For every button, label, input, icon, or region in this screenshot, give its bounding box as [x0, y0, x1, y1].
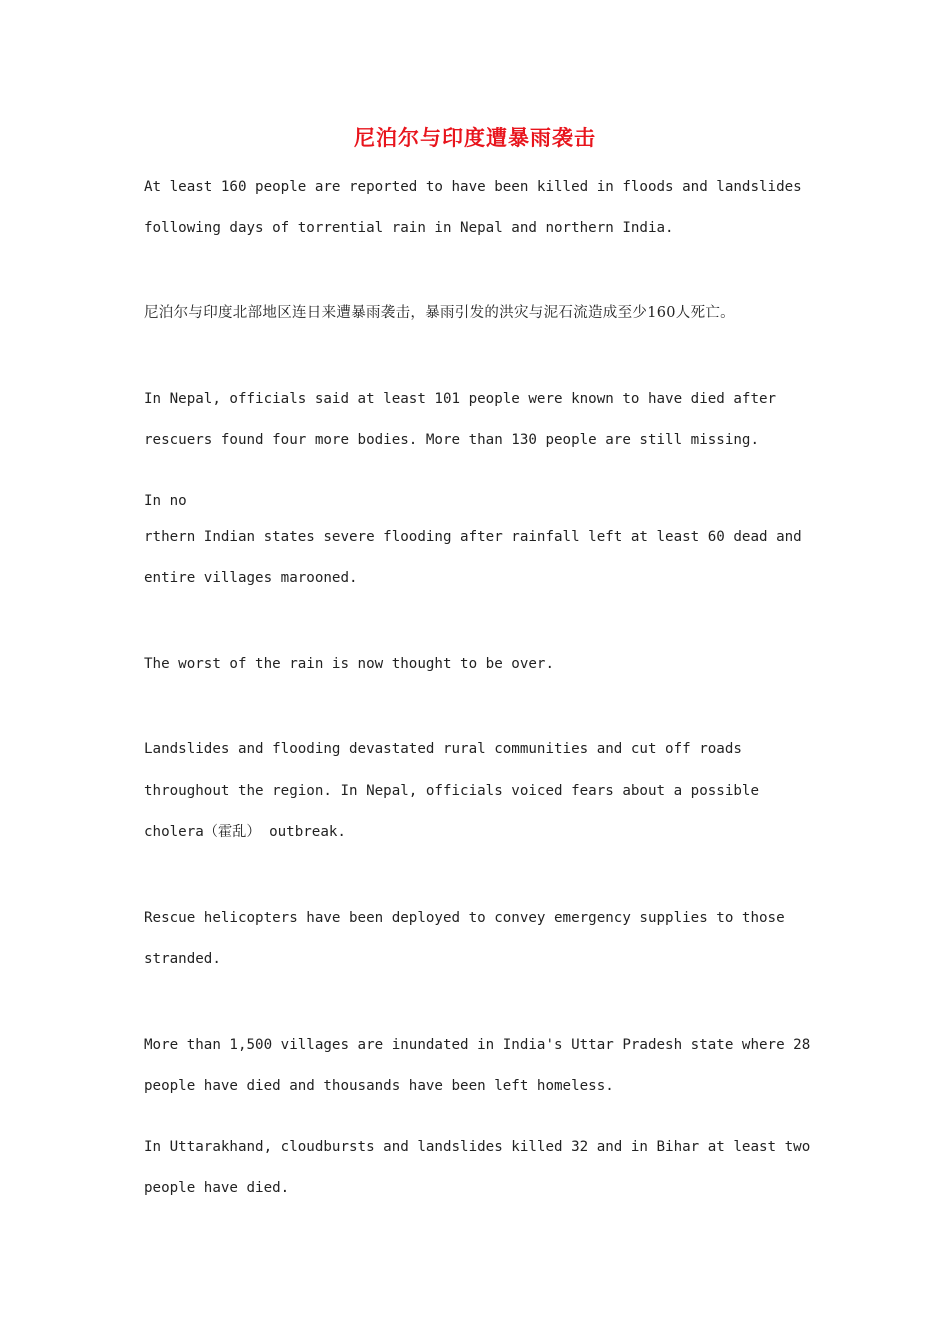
paragraph-6-line-1: Rescue helicopters have been deployed to convey emergency supplies to those [144, 910, 785, 926]
paragraph-6-line-2: stranded. [144, 951, 221, 967]
paragraph-3-line-2: rthern Indian states severe flooding after rainfall left at least 60 dead and [144, 529, 802, 545]
paragraph-7-line-1: More than 1,500 villages are inundated in India's Uttar Pradesh state where 28 [144, 1037, 811, 1053]
paragraph-3-line-1: In no [144, 493, 187, 509]
paragraph-2-line-2: rescuers found four more bodies. More than 130 people are still missing. [144, 432, 759, 448]
paragraph-chinese-summary: 尼泊尔与印度北部地区连日来遭暴雨袭击，暴雨引发的洪灾与泥石流造成至少160人死亡。 [144, 305, 735, 321]
paragraph-7-line-2: people have died and thousands have been left homeless. [144, 1078, 614, 1094]
paragraph-4-line-1: The worst of the rain is now thought to be over. [144, 656, 554, 672]
paragraph-3-line-3: entire villages marooned. [144, 570, 358, 586]
paragraph-1-line-1: At least 160 people are reported to have been killed in floods and landslides [144, 179, 802, 195]
paragraph-8-line-2: people have died. [144, 1180, 290, 1196]
paragraph-8-line-1: In Uttarakhand, cloudbursts and landslides killed 32 and in Bihar at least two [144, 1139, 811, 1155]
paragraph-2-line-1: In Nepal, officials said at least 101 people were known to have died after [144, 391, 777, 407]
article-title: 尼泊尔与印度遭暴雨袭击 [354, 125, 596, 150]
paragraph-5-line-1: Landslides and flooding devastated rural communities and cut off roads [144, 741, 742, 757]
paragraph-5-line-2: throughout the region. In Nepal, officials voiced fears about a possible [144, 783, 759, 799]
paragraph-1-line-2: following days of torrential rain in Nepal and northern India. [144, 220, 674, 236]
paragraph-5-line-3: cholera（霍乱） outbreak. [144, 824, 346, 840]
